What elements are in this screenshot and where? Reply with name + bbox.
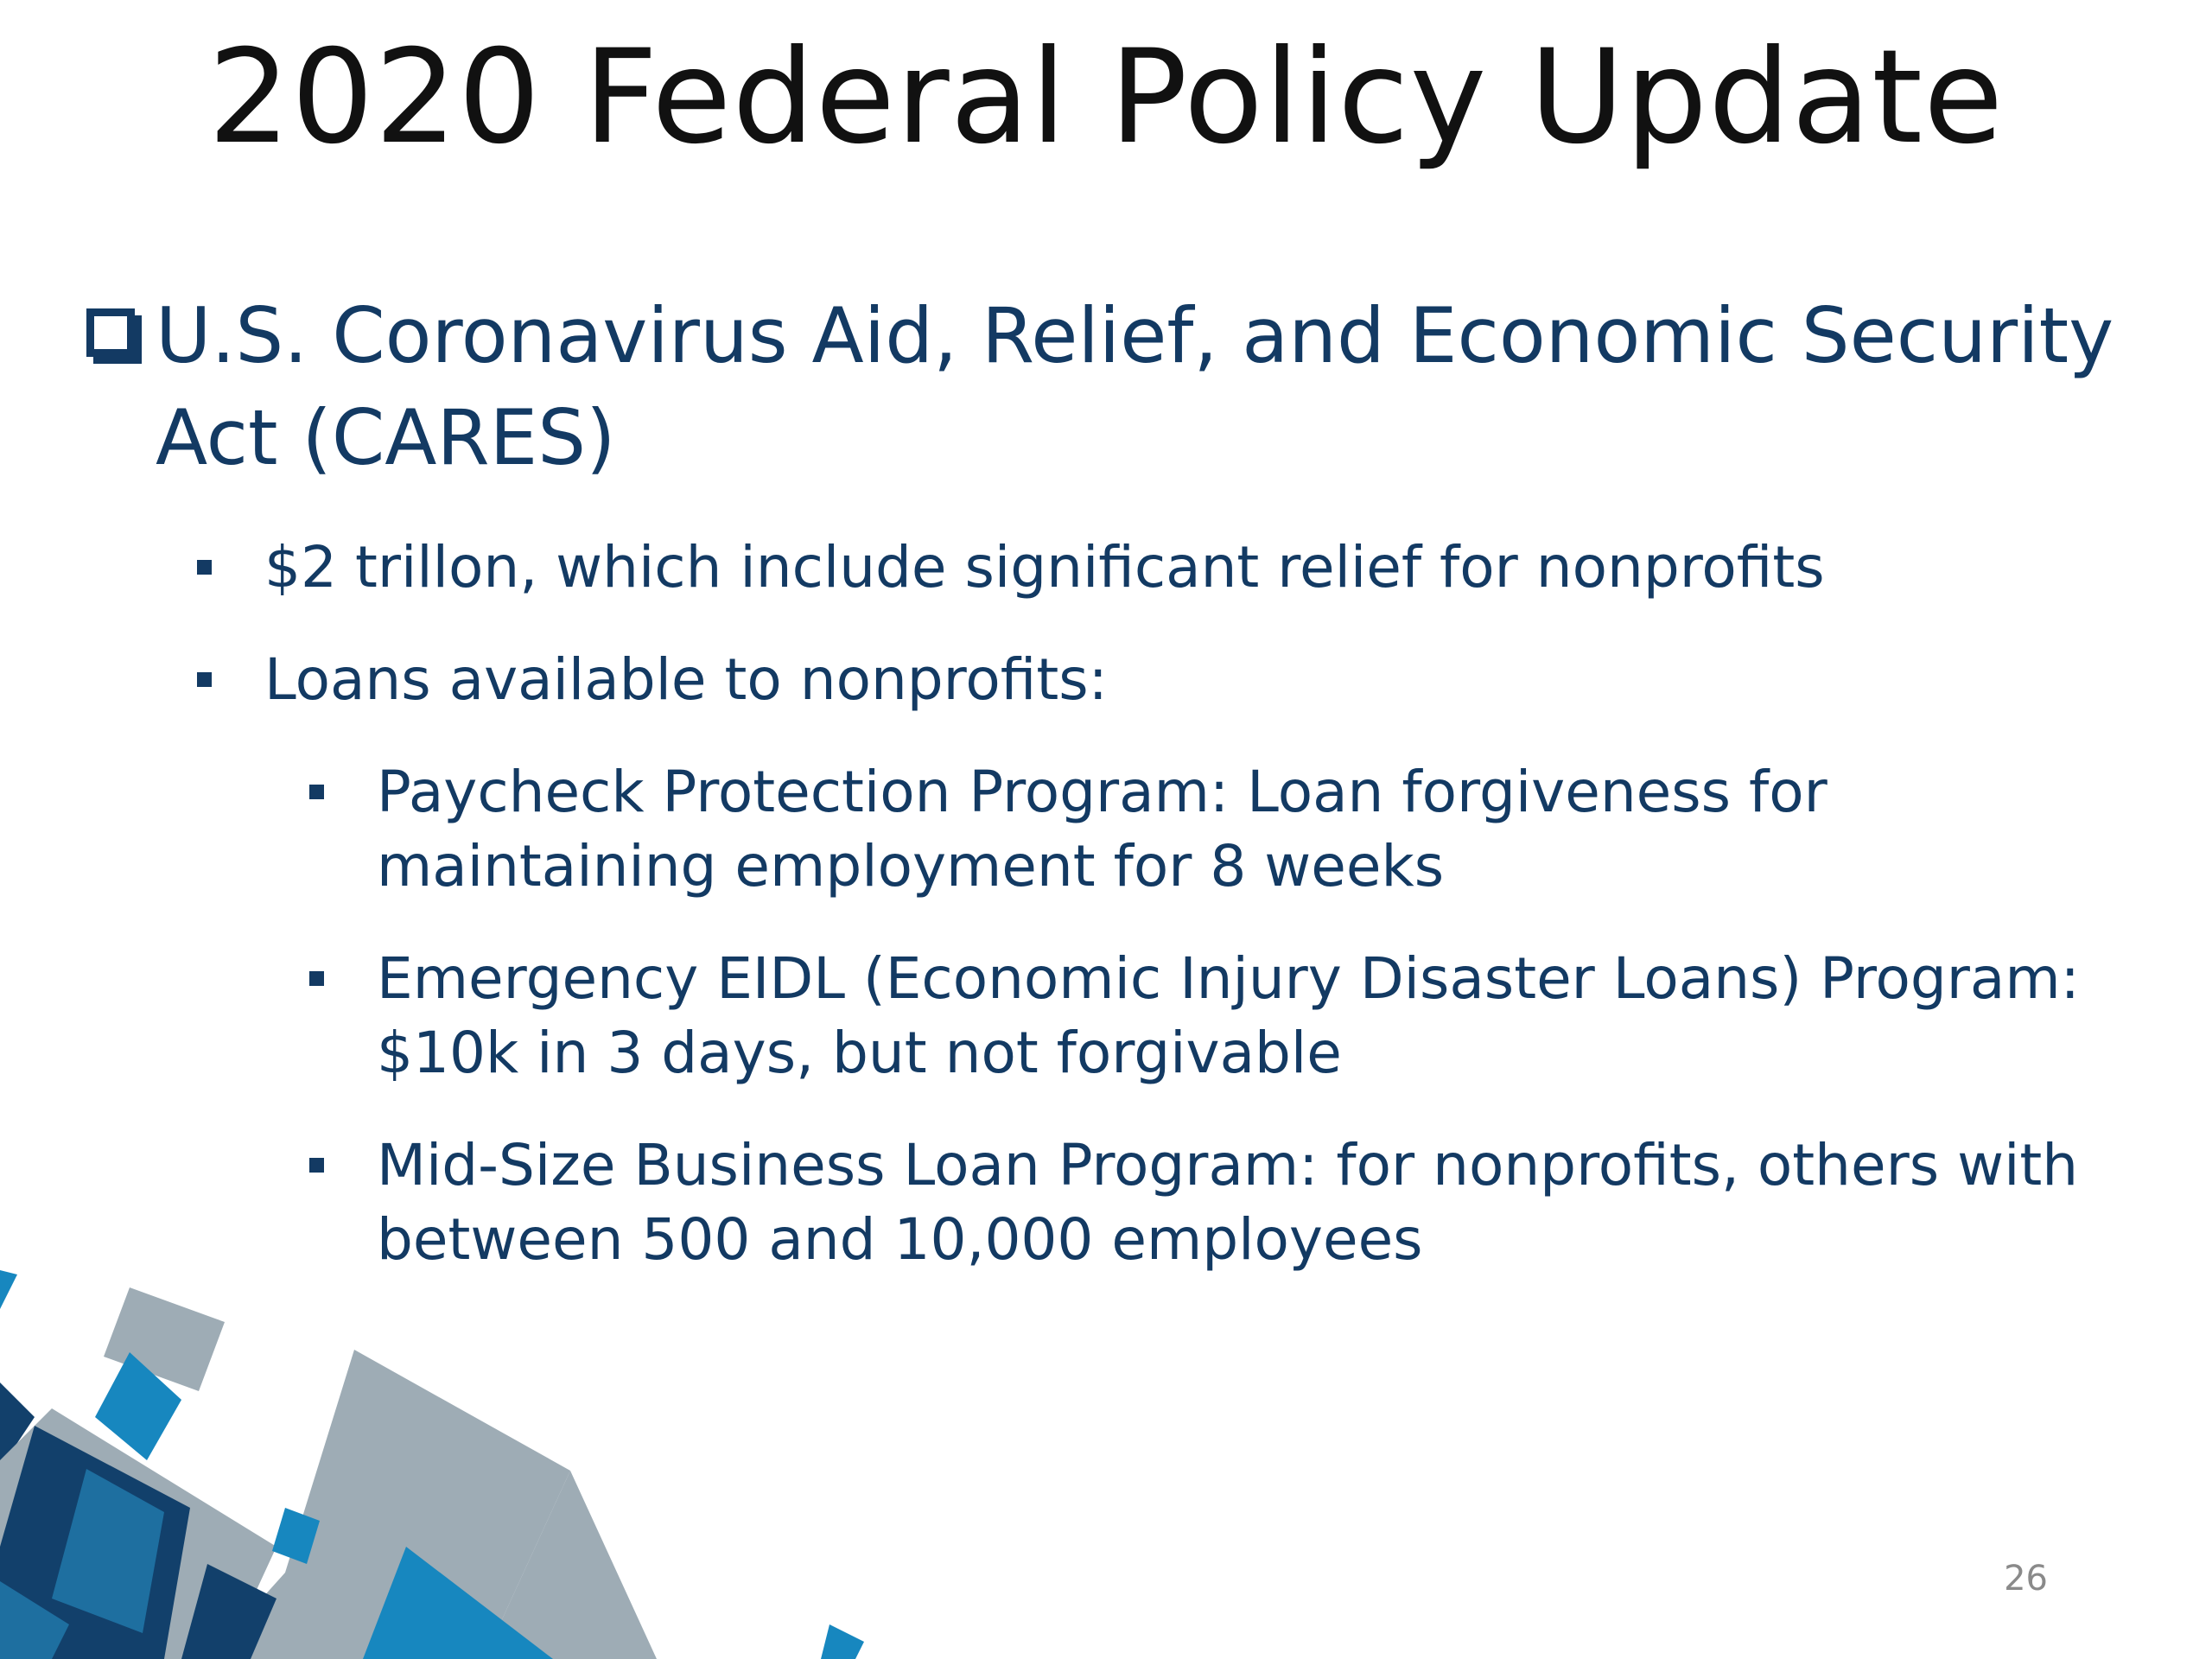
- page-number: 26: [2004, 1559, 2048, 1599]
- sub-bullet-item: [309, 1128, 2148, 1277]
- sub-bullet-text: Mid-Size Business Loan Program: for nonprofits, others with between 500 and 10,000 employees: [377, 1132, 2079, 1273]
- square-bullet-icon: [309, 1158, 324, 1173]
- main-bullet-text: U.S. Coronavirus Aid, Relief, and Economic Security Act (CARES): [156, 291, 2114, 482]
- slide-title: 2020 Federal Policy Update: [207, 22, 2005, 173]
- bullet-text: Loans available to nonprofits:: [264, 646, 1108, 713]
- main-bullet-item: [86, 285, 2160, 489]
- square-bullet-icon: [197, 672, 212, 687]
- sub-bullet-item: [309, 755, 2148, 904]
- sub-bullet-item: [309, 942, 2148, 1090]
- bullet-item: [197, 531, 2160, 605]
- bullet-item: [197, 643, 2160, 717]
- square-bullet-icon: [309, 971, 324, 986]
- square-bullet-icon: [309, 785, 324, 799]
- bullet-text: $2 trillon, which include significant relief for nonprofits: [264, 534, 1825, 601]
- slide-content: [86, 285, 2160, 1315]
- sub-bullet-text: Paycheck Protection Program: Loan forgiveness for maintaining employment for 8 weeks: [377, 759, 1827, 899]
- square-bullet-icon: [197, 560, 212, 575]
- sub-bullet-text: Emergency EIDL (Economic Injury Disaster Loans) Program: $10k in 3 days, but not forgivable: [377, 945, 2080, 1086]
- checkbox-bullet-icon: [86, 308, 135, 357]
